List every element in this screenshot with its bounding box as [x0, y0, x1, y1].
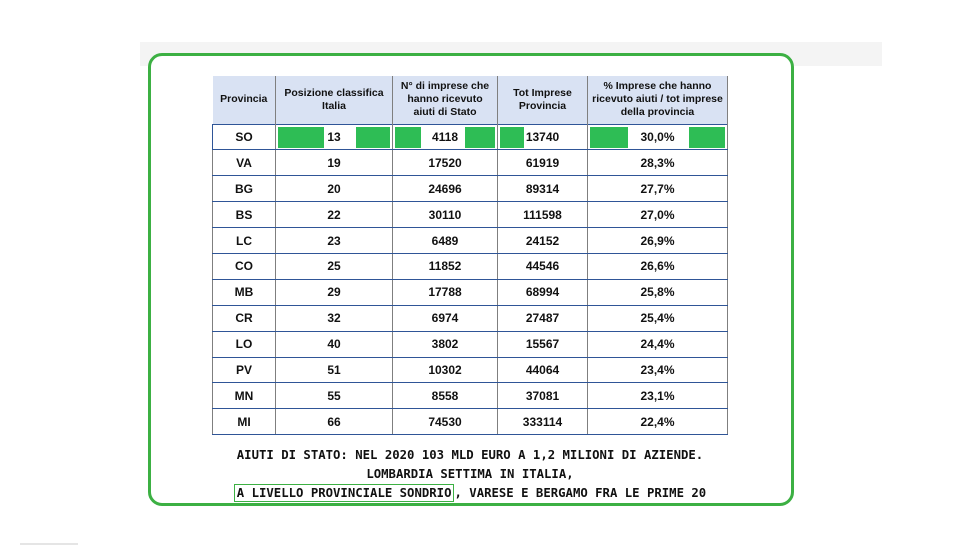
cell-percentuale [588, 253, 728, 279]
table-row [213, 176, 728, 202]
cell-provincia [213, 124, 276, 150]
table-row [213, 331, 728, 357]
corner-mark [20, 543, 78, 545]
cell-n-imprese-aiuti [393, 228, 498, 254]
cell-value: 27487 [525, 311, 560, 326]
cell-posizione [276, 202, 393, 228]
cell-value: 111598 [523, 207, 562, 222]
cell-value: 8558 [431, 388, 459, 403]
cell-tot-imprese [498, 176, 588, 202]
aid-table [212, 76, 728, 435]
cell-n-imprese-aiuti [393, 305, 498, 331]
cell-value: 25,8% [640, 285, 675, 300]
cell-value: PV [235, 362, 252, 377]
header-provincia: Provincia [213, 76, 276, 124]
cell-value: 26,6% [640, 259, 675, 274]
cell-value: 29 [327, 285, 341, 300]
highlight-mark [500, 127, 524, 148]
cell-n-imprese-aiuti [393, 279, 498, 305]
cell-value: BG [235, 181, 253, 196]
cell-provincia [213, 228, 276, 254]
cell-provincia [213, 253, 276, 279]
cell-value: 22 [327, 207, 341, 222]
header-tot-imprese: Tot Imprese Provincia [498, 76, 588, 124]
cell-value: 74530 [428, 414, 462, 429]
cell-value: 28,3% [640, 155, 675, 170]
cell-percentuale [588, 150, 728, 176]
cell-posizione [276, 305, 393, 331]
cell-value: 11852 [428, 259, 462, 274]
cell-provincia [213, 331, 276, 357]
cell-posizione [276, 409, 393, 435]
cell-percentuale [588, 357, 728, 383]
cell-n-imprese-aiuti [393, 150, 498, 176]
cell-percentuale [588, 383, 728, 409]
highlight-mark [356, 127, 390, 148]
cell-value: BS [235, 207, 253, 222]
cell-value: LC [236, 233, 252, 248]
cell-value: 19 [327, 155, 341, 170]
cell-percentuale [588, 305, 728, 331]
cell-value: MN [234, 388, 254, 403]
cell-tot-imprese [498, 279, 588, 305]
cell-value: 17520 [428, 155, 462, 170]
table-row [213, 253, 728, 279]
table-row [213, 383, 728, 409]
cell-provincia [213, 383, 276, 409]
highlight-mark [689, 127, 725, 148]
cell-value: 32 [327, 311, 341, 326]
cell-tot-imprese [498, 383, 588, 409]
cell-value: 17788 [428, 285, 462, 300]
cell-provincia [213, 279, 276, 305]
cell-posizione [276, 331, 393, 357]
cell-value: 22,4% [640, 414, 675, 429]
table-row [213, 357, 728, 383]
cell-posizione [276, 357, 393, 383]
caption [160, 446, 780, 503]
cell-value: 23,4% [640, 362, 675, 377]
cell-value: 30110 [428, 207, 462, 222]
cell-posizione [276, 279, 393, 305]
cell-value: LO [235, 337, 253, 352]
cell-percentuale [588, 202, 728, 228]
cell-provincia [213, 357, 276, 383]
cell-value: 333114 [522, 414, 563, 429]
cell-tot-imprese [498, 305, 588, 331]
cell-posizione [276, 253, 393, 279]
cell-percentuale [588, 279, 728, 305]
cell-tot-imprese [498, 357, 588, 383]
cell-value: 30,0% [640, 129, 675, 144]
caption-line-3 [160, 484, 780, 503]
cell-value: VA [236, 155, 252, 170]
cell-value: 24696 [428, 181, 462, 196]
highlight-mark [395, 127, 421, 148]
cell-value: 66 [327, 414, 341, 429]
cell-percentuale [588, 228, 728, 254]
cell-value: 51 [327, 362, 341, 377]
cell-posizione [276, 383, 393, 409]
cell-value: 61919 [525, 155, 560, 170]
cell-value: 40 [327, 337, 341, 352]
cell-value: 24152 [525, 233, 560, 248]
cell-percentuale [588, 331, 728, 357]
cell-n-imprese-aiuti [393, 176, 498, 202]
cell-tot-imprese [498, 202, 588, 228]
cell-n-imprese-aiuti [393, 124, 498, 150]
table-row [213, 279, 728, 305]
cell-n-imprese-aiuti [393, 202, 498, 228]
table-row [213, 228, 728, 254]
cell-value: 44546 [525, 259, 560, 274]
cell-value: 20 [327, 181, 341, 196]
cell-provincia [213, 202, 276, 228]
cell-value: 37081 [525, 388, 560, 403]
table-row [213, 409, 728, 435]
highlight-mark [278, 127, 324, 148]
cell-n-imprese-aiuti [393, 253, 498, 279]
cell-provincia [213, 409, 276, 435]
highlight-mark [465, 127, 495, 148]
cell-value: CR [235, 311, 253, 326]
cell-value: 27,7% [640, 181, 675, 196]
cell-tot-imprese [498, 253, 588, 279]
table-row [213, 202, 728, 228]
cell-tot-imprese [498, 228, 588, 254]
header-n-imprese-aiuti: N° di imprese che hanno ricevuto aiuti di Stato [393, 76, 498, 124]
table-header-row [213, 76, 728, 124]
cell-value: 27,0% [640, 207, 675, 222]
cell-value: CO [235, 259, 253, 274]
cell-percentuale [588, 409, 728, 435]
cell-value: 68994 [525, 285, 560, 300]
cell-n-imprese-aiuti [393, 331, 498, 357]
cell-value: 44064 [525, 362, 560, 377]
cell-value: 10302 [428, 362, 462, 377]
caption-boxed-sondrio: A LIVELLO PROVINCIALE SONDRIO [234, 484, 455, 502]
header-posizione: Posizione classifica Italia [276, 76, 393, 124]
cell-value: 13740 [525, 129, 560, 144]
header-percentuale: % Imprese che hanno ricevuto aiuti / tot imprese della provincia [588, 76, 728, 124]
caption-line-1: AIUTI DI STATO: NEL 2020 103 MLD EURO A 1,2 MILIONI DI AZIENDE. [236, 448, 704, 462]
highlight-mark [590, 127, 628, 148]
cell-posizione [276, 176, 393, 202]
cell-provincia [213, 150, 276, 176]
cell-value: MB [234, 285, 254, 300]
cell-value: MI [237, 414, 251, 429]
cell-value: 25 [327, 259, 341, 274]
cell-value: 25,4% [640, 311, 675, 326]
cell-n-imprese-aiuti [393, 357, 498, 383]
cell-value: 3802 [431, 337, 459, 352]
cell-percentuale [588, 124, 728, 150]
cell-provincia [213, 305, 276, 331]
cell-value: 6974 [431, 311, 459, 326]
cell-value: 26,9% [640, 233, 675, 248]
cell-provincia [213, 176, 276, 202]
cell-posizione [276, 228, 393, 254]
cell-tot-imprese [498, 150, 588, 176]
cell-value: 89314 [525, 181, 560, 196]
cell-value: 4118 [431, 129, 459, 144]
cell-tot-imprese [498, 409, 588, 435]
cell-tot-imprese [498, 124, 588, 150]
cell-value: 23,1% [640, 388, 675, 403]
table-row [213, 305, 728, 331]
cell-value: SO [235, 129, 253, 144]
cell-percentuale [588, 176, 728, 202]
cell-value: 23 [327, 233, 341, 248]
cell-posizione [276, 124, 393, 150]
table-row [213, 124, 728, 150]
cell-tot-imprese [498, 331, 588, 357]
caption-line-2: LOMBARDIA SETTIMA IN ITALIA, [366, 467, 574, 481]
cell-value: 24,4% [640, 337, 675, 352]
cell-value: 55 [327, 388, 341, 403]
cell-value: 6489 [431, 233, 459, 248]
cell-value: 15567 [525, 337, 560, 352]
cell-n-imprese-aiuti [393, 383, 498, 409]
cell-value: 13 [327, 129, 341, 144]
cell-posizione [276, 150, 393, 176]
table-row [213, 150, 728, 176]
cell-n-imprese-aiuti [393, 409, 498, 435]
caption-line-3-rest: , VARESE E BERGAMO FRA LE PRIME 20 [454, 486, 707, 500]
